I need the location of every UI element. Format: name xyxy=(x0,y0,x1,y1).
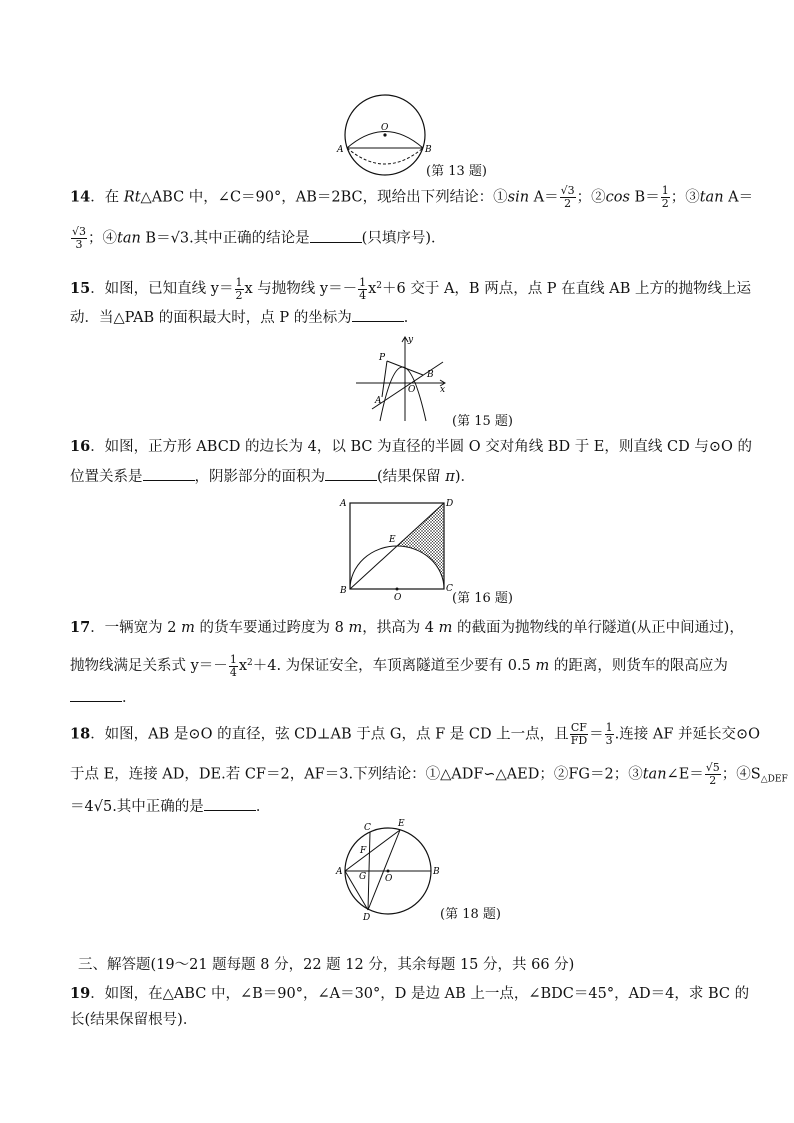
fig18-label-c: C xyxy=(364,823,371,833)
q17-text: 的距离，则货车的限高应为 xyxy=(549,658,728,674)
q15-line1 xyxy=(70,275,752,302)
q15-text: ． xyxy=(403,310,419,326)
q14-sin: sin xyxy=(507,189,530,206)
q17-fraction: $\frac{1}{4}$ xyxy=(229,652,237,679)
q17-text: ＋4. 为保证安全，车顶离隧道至少要有 0.5 xyxy=(252,658,536,674)
q16-blank-2[interactable] xyxy=(325,468,377,481)
q18-text: ．如图，AB 是⊙O 的直径，弦 CD⊥AB 于点 G，点 F 是 CD 上一点，且 xyxy=(90,726,569,743)
fig13-caption: (第 13 题) xyxy=(426,164,487,179)
q16-text: ，阴影部分的面积为 xyxy=(194,469,325,485)
q18-line1 xyxy=(70,721,761,747)
q18-text: 于点 E，连接 AD，DE.若 CF＝2，AF＝3.下列结论：①△ADF∽△AED；②FG＝2；③ xyxy=(70,766,643,783)
q14-text: .其中正确的结论是 xyxy=(189,230,310,247)
q15-fraction: $\frac{1}{2}$ xyxy=(235,275,243,302)
q17-sup: 2 xyxy=(247,658,253,668)
q15-line2 xyxy=(70,308,734,328)
figure-16 xyxy=(335,495,460,605)
q16-text: ．如图，正方形 ABCD 的边长为 4，以 BC 为直径的半圆 O 交对角线 BD 于 E，则直线 CD 与⊙O 的 xyxy=(90,439,752,455)
q14-sqrt: √3 xyxy=(170,230,190,247)
q17-unit: m xyxy=(181,620,195,636)
fig15-label-o: O xyxy=(408,385,416,395)
q14-text: (只填序号)． xyxy=(361,230,446,247)
q14-text: A＝ xyxy=(529,189,559,206)
fig15-label-x: x xyxy=(440,385,446,395)
q16-line2 xyxy=(70,467,734,487)
q14-rt: Rt xyxy=(123,189,141,206)
fig15-label-p: P xyxy=(379,353,386,363)
figure-15 xyxy=(350,333,450,423)
q17-line1 xyxy=(70,618,744,638)
q14-answer-blank[interactable] xyxy=(310,230,362,243)
fig16-label-c: C xyxy=(446,584,453,594)
fig18-label-o: O xyxy=(385,874,393,884)
q18-tan: tan xyxy=(642,766,667,783)
fig15-label-b: B xyxy=(427,370,434,380)
q18-line3 xyxy=(70,797,734,817)
q15-text: x 与抛物线 y＝－ xyxy=(244,281,358,297)
q14-fraction: $\frac{1}{2}$ xyxy=(661,184,669,210)
fig13-label-b: B xyxy=(425,145,432,155)
q17-text: x xyxy=(238,658,247,674)
fig18-label-e: E xyxy=(398,819,405,829)
q17-line2 xyxy=(70,653,734,679)
q19-text: ．如图，在△ABC 中，∠B＝90°，∠A＝30°，D 是边 AB 上一点，∠BDC＝45°，AD＝4，求 BC 的 xyxy=(90,986,750,1002)
q16-text: (结果保留 xyxy=(377,469,446,485)
q14-fraction: $\frac{√3}{3}$ xyxy=(72,225,87,251)
q17-answer-blank[interactable] xyxy=(70,689,122,702)
fig15-label-a: A xyxy=(375,396,382,406)
fig13-label-o: O xyxy=(381,123,389,133)
q18-answer-blank[interactable] xyxy=(204,798,256,811)
fig16-label-a: A xyxy=(340,499,347,509)
q18-text: ；④S xyxy=(721,766,761,783)
q17-unit: m xyxy=(535,658,550,674)
q17-number: 17 xyxy=(70,619,91,636)
fig18-label-d: D xyxy=(363,913,371,923)
fig16-caption: (第 16 题) xyxy=(452,591,513,606)
q14-tan: tan xyxy=(699,189,724,206)
q14-line2 xyxy=(70,226,734,251)
q15-fraction: $\frac{1}{4}$ xyxy=(359,275,367,302)
q14-line1 xyxy=(70,184,754,210)
q17-text: 抛物线满足关系式 y＝－ xyxy=(70,658,228,674)
q19-text: 长(结果保留根号)． xyxy=(70,1012,198,1028)
q15-text: x xyxy=(368,281,377,297)
q18-number: 18 xyxy=(70,725,91,743)
fig16-label-b: B xyxy=(340,586,347,596)
q17-text: 的截面为抛物线的单行隧道(从正中间通过)， xyxy=(452,620,744,636)
q15-number: 15 xyxy=(70,280,91,297)
q15-text: 动．当△PAB 的面积最大时，点 P 的坐标为 xyxy=(70,310,352,326)
q14-number: 14 xyxy=(70,188,91,206)
q16-number: 16 xyxy=(70,438,91,455)
q18-text: ． xyxy=(255,799,271,815)
section3-heading: 三、解答题(19～21 题每题 8 分，22 题 12 分，其余每题 15 分，共 66 分) xyxy=(78,957,575,973)
q18-text: ＝ xyxy=(589,726,604,743)
fig16-label-e: E xyxy=(389,535,396,545)
fig18-label-b: B xyxy=(433,867,440,877)
q16-text: 位置关系是 xyxy=(70,469,143,485)
q17-text: ． xyxy=(122,690,137,706)
fig16-label-d: D xyxy=(446,499,454,509)
q17-unit: m xyxy=(348,620,363,636)
q14-tan: tan xyxy=(117,230,141,247)
q19-number: 19 xyxy=(70,985,91,1002)
q18-text: .连接 AF 并延长交⊙O xyxy=(614,726,761,743)
q18-text: ＝4 xyxy=(70,799,94,815)
q18-sqrt: √5 xyxy=(93,799,113,815)
q18-fraction: $\frac{CF}{FD}$ xyxy=(570,721,588,747)
q14-text: B＝ xyxy=(140,230,171,247)
q18-text: .其中正确的是 xyxy=(112,799,204,815)
q17-text: ．一辆宽为 2 xyxy=(90,620,182,636)
q14-text: ；③ xyxy=(670,189,700,206)
q14-fraction: $\frac{√3}{2}$ xyxy=(560,184,575,210)
q17-text: 的货车要通过跨度为 8 xyxy=(194,620,349,636)
fig18-label-f: F xyxy=(360,846,367,856)
figure-13 xyxy=(330,90,430,165)
q17-line3 xyxy=(70,688,734,708)
fig16-label-o: O xyxy=(394,593,402,603)
q18-sub: △DEF xyxy=(760,774,788,785)
q19-line2 xyxy=(70,1010,734,1030)
q16-line1 xyxy=(70,437,752,457)
q15-sup: 2 xyxy=(376,281,383,291)
q18-text: ∠E＝ xyxy=(666,766,704,783)
q16-pi: π xyxy=(445,469,455,485)
q15-text: ．如图，已知直线 y＝ xyxy=(90,281,234,297)
fig15-label-y: y xyxy=(408,335,414,345)
q15-text: ＋6 交于 A，B 两点，点 P 在直线 AB 上方的抛物线上运 xyxy=(382,281,752,297)
q14-text: ；④ xyxy=(88,230,118,247)
fig13-label-a: A xyxy=(337,145,344,155)
q14-text: ；② xyxy=(576,189,606,206)
q14-text: △ABC 中，∠C＝90°，AB＝2BC，现给出下列结论：① xyxy=(140,189,508,206)
q17-unit: m xyxy=(438,620,453,636)
q15-answer-blank[interactable] xyxy=(352,309,404,322)
q14-cos: cos xyxy=(605,189,630,206)
q19-line1 xyxy=(70,984,750,1004)
q18-line2 xyxy=(70,761,788,790)
figure-18 xyxy=(330,815,440,925)
q18-fraction: $\frac{√5}{2}$ xyxy=(705,761,720,787)
q16-blank-1[interactable] xyxy=(143,468,195,481)
fig18-caption: (第 18 题) xyxy=(440,907,501,922)
q17-text: ，拱高为 4 xyxy=(362,620,439,636)
q14-text: ．在 xyxy=(90,189,124,206)
q18-fraction: $\frac{1}{3}$ xyxy=(605,721,613,747)
q14-text: B＝ xyxy=(629,189,660,206)
fig18-label-a: A xyxy=(336,867,343,877)
fig15-caption: (第 15 题) xyxy=(452,414,513,429)
q14-text: A＝ xyxy=(723,189,754,206)
fig18-label-g: G xyxy=(359,872,367,882)
q16-text: )． xyxy=(454,469,475,485)
